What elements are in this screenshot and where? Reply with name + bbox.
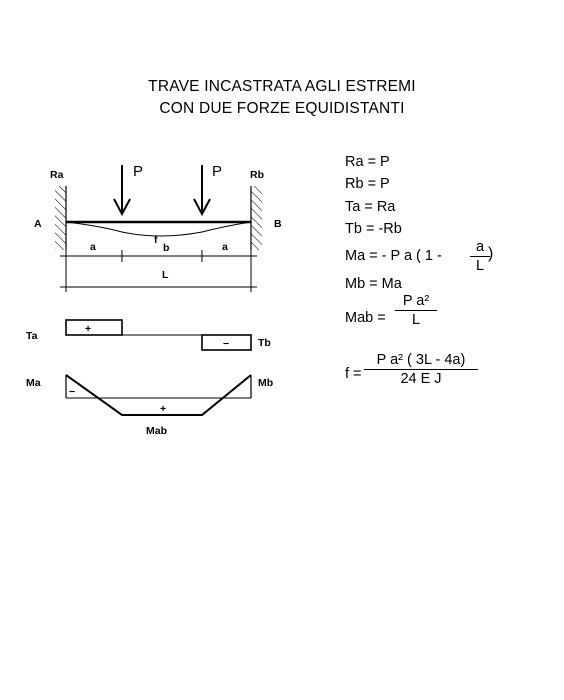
formula-ma-suffix: ) <box>488 245 494 262</box>
shear-label-tb: Tb <box>258 337 271 349</box>
formula-ma-denominator: L <box>475 258 485 274</box>
formula-mab-denominator: L <box>411 312 421 328</box>
formula-f-denominator: 24 E J <box>400 371 442 387</box>
support-label-a: A <box>34 218 42 230</box>
moment-diagram <box>66 375 251 415</box>
force-label-right: P <box>212 163 223 180</box>
formula-ra: Ra = P <box>345 154 390 170</box>
title-line-1: TRAVE INCASTRATA AGLI ESTREMI <box>148 78 416 95</box>
formula-f-prefix: f = <box>345 366 362 382</box>
formula-ta: Ta = Ra <box>345 199 396 215</box>
moment-sign-positive: + <box>160 403 167 415</box>
moment-label-mab: Mab <box>146 425 167 437</box>
force-label-left: P <box>133 163 144 180</box>
fixed-support-right <box>251 186 262 250</box>
deflection-label-b: b <box>163 242 170 254</box>
force-arrow-right <box>194 165 210 214</box>
support-label-b: B <box>274 218 282 230</box>
dimension-label-a-left: a <box>90 241 96 253</box>
formula-tb: Tb = -Rb <box>345 221 402 237</box>
formula-mab-prefix: Mab = <box>345 310 386 326</box>
formula-f-fraction <box>364 352 478 387</box>
formula-ma-fraction <box>470 239 490 274</box>
formula-f-numerator: P a² ( 3L - 4a) <box>364 352 478 370</box>
moment-sign-negative: − <box>69 386 76 398</box>
deflected-shape <box>66 222 251 236</box>
formula-mab-fraction <box>395 293 437 328</box>
moment-label-ma: Ma <box>26 377 41 389</box>
formula-ma-prefix: Ma = - P a ( 1 - <box>345 248 442 264</box>
formula-rb: Rb = P <box>345 176 390 192</box>
shear-label-ta: Ta <box>26 330 38 342</box>
dimension-label-l: L <box>162 269 169 281</box>
deflection-label-f: f <box>154 234 158 246</box>
formula-ma-numerator: a <box>470 239 490 257</box>
fixed-support-left <box>55 186 66 250</box>
moment-label-mb: Mb <box>258 377 274 389</box>
shear-sign-negative: − <box>223 338 230 350</box>
formula-mab-numerator: P a² <box>395 293 437 311</box>
dimension-label-a-right: a <box>222 241 228 253</box>
title-line-2: CON DUE FORZE EQUIDISTANTI <box>159 100 405 117</box>
shear-sign-positive: + <box>85 323 92 335</box>
reaction-label-right: Rb <box>250 169 264 181</box>
reaction-label-left: Ra <box>50 169 64 181</box>
dimension-lines <box>60 250 257 292</box>
force-arrow-left <box>114 165 130 214</box>
formula-mb: Mb = Ma <box>345 276 402 292</box>
